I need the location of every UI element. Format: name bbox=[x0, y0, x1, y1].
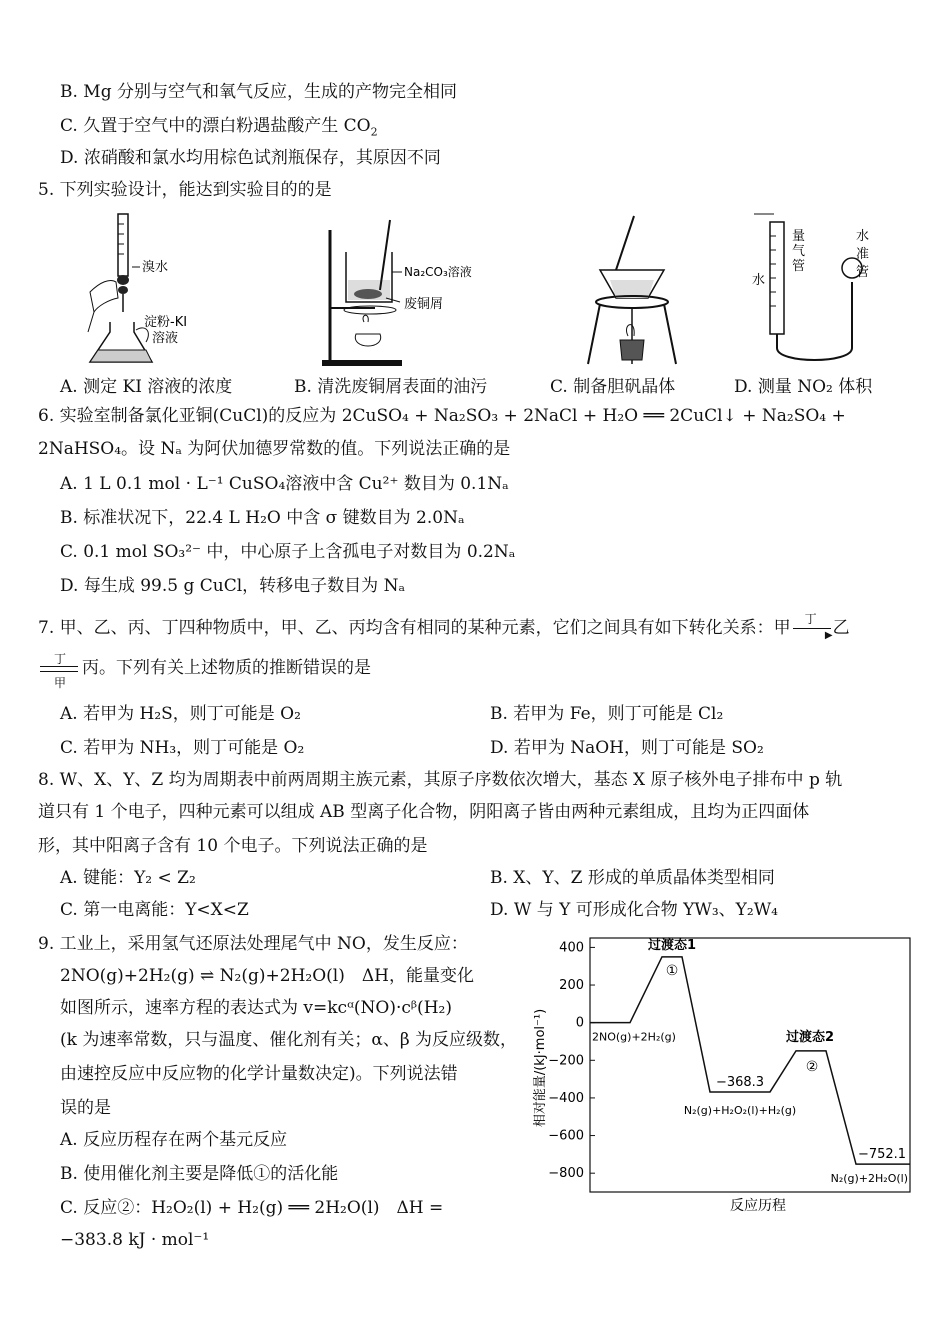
label-products: N₂(g)+2H₂O(l) bbox=[830, 1172, 908, 1186]
figure-c-evaporation bbox=[582, 214, 682, 370]
q8-option-b: B. X、Y、Z 形成的单质晶体类型相同 bbox=[490, 868, 775, 888]
q8-option-a: A. 键能：Y₂ < Z₂ bbox=[60, 868, 196, 888]
energy-profile-chart bbox=[520, 928, 920, 1218]
label-reactants: 2NO(g)+2H₂(g) bbox=[592, 1030, 676, 1044]
figure-a-label-solution: 溶液 bbox=[152, 331, 179, 346]
q6-option-b: B. 标准状况下，22.4 L H₂O 中含 σ 键数目为 2.0Nₐ bbox=[60, 508, 465, 528]
q5-option-d: D. 测量 NO₂ 体积 bbox=[734, 377, 873, 397]
q8-stem-line3: 形，其中阳离子含有 10 个电子。下列说法正确的是 bbox=[38, 836, 428, 856]
figure-b-label-copper: 废铜屑 bbox=[404, 297, 444, 312]
q7-arrow1: 丁 ▶ bbox=[791, 619, 833, 639]
q9-option-a: A. 反应历程存在两个基元反应 bbox=[60, 1130, 288, 1150]
label-ts1: 过渡态1 bbox=[647, 937, 697, 953]
q7-stem-line2: 丁 甲 丙。下列有关上述物质的推断错误的是 bbox=[38, 656, 371, 681]
figure-d-burette bbox=[752, 212, 882, 370]
y-tick-label-5: −600 bbox=[548, 1128, 584, 1144]
figure-d-label-5: 水 bbox=[856, 229, 870, 244]
q4-option-b: B. Mg 分别与空气和氧气反应，生成的产物完全相同 bbox=[60, 82, 457, 102]
figure-a-label-starch: 淀粉-KI bbox=[144, 315, 188, 330]
q8-option-c: C. 第一电离能：Y<X<Z bbox=[60, 900, 249, 920]
q6-option-c: C. 0.1 mol SO₃²⁻ 中，中心原子上含孤电子对数目为 0.2Nₐ bbox=[60, 542, 516, 562]
q4-option-c: C. 久置于空气中的漂白粉遇盐酸产生 $CO_2$ bbox=[60, 116, 378, 139]
q9-stem-line1: 9. 工业上，采用氢气还原法处理尾气中 NO，发生反应： bbox=[38, 934, 468, 954]
q7-option-c: C. 若甲为 NH₃，则丁可能是 O₂ bbox=[60, 738, 305, 758]
q9-stem-line5: 由速控反应中反应物的化学计量数决定)。下列说法错 bbox=[60, 1064, 458, 1084]
figure-a-label-bromine: 溴水 bbox=[142, 260, 169, 275]
label-intermediate: N₂(g)+H₂O₂(l)+H₂(g) bbox=[683, 1103, 797, 1117]
label-ts2: 过渡态2 bbox=[785, 1029, 835, 1045]
label-value-368: −368.3 bbox=[715, 1074, 765, 1090]
figure-a-titration bbox=[80, 212, 220, 370]
y-tick-label-4: −400 bbox=[548, 1090, 584, 1106]
q5-option-a: A. 测定 KI 溶液的浓度 bbox=[60, 377, 233, 397]
q9-option-b: B. 使用催化剂主要是降低①的活化能 bbox=[60, 1164, 339, 1184]
q7-arrow2: 丁 甲 bbox=[38, 657, 82, 681]
figure-d-label-2: 气 bbox=[792, 244, 806, 259]
q8-stem-line1: 8. W、X、Y、Z 均为周期表中前两周期主族元素，其原子序数依次增大，基态 X 原子核外电子排布中 p 轨 bbox=[38, 770, 843, 790]
figure-d-label-1: 量 bbox=[792, 229, 806, 244]
chart-xlabel: 反应历程 bbox=[730, 1198, 786, 1214]
q7-option-d: D. 若甲为 NaOH，则丁可能是 SO₂ bbox=[490, 738, 764, 758]
y-tick-label-0: 400 bbox=[559, 940, 584, 956]
q5-option-c: C. 制备胆矾晶体 bbox=[550, 377, 676, 397]
q4-option-d: D. 浓硝酸和氯水均用棕色试剂瓶保存，其原因不同 bbox=[60, 148, 441, 168]
q6-stem-line1: 6. 实验室制备氯化亚铜(CuCl)的反应为 2CuSO₄ + Na₂SO₃ + 2NaCl + H₂O ══ 2CuCl↓ + Na₂SO₄ + bbox=[38, 406, 846, 426]
y-tick-label-1: 200 bbox=[559, 978, 584, 994]
energy-profile-line bbox=[590, 957, 910, 1164]
label-step2: ② bbox=[805, 1058, 819, 1075]
q9-stem-line4: (k 为速率常数，只与温度、催化剂有关；α、β 为反应级数， bbox=[60, 1030, 518, 1050]
q6-option-d: D. 每生成 99.5 g CuCl，转移电子数目为 Nₐ bbox=[60, 576, 406, 596]
y-tick-label-3: −200 bbox=[548, 1053, 584, 1069]
q9-stem-line2: 2NO(g)+2H₂(g) ⇌ N₂(g)+2H₂O(l) ΔH，能量变化 bbox=[60, 966, 474, 986]
q9-option-c: C. 反应②：H₂O₂(l) + H₂(g) ══ 2H₂O(l) ΔH = bbox=[60, 1198, 444, 1218]
q5-option-b: B. 清洗废铜屑表面的油污 bbox=[294, 377, 488, 397]
q7-stem-line1: 7. 甲、乙、丙、丁四种物质中，甲、乙、丙均含有相同的某种元素，它们之间具有如下转化关系：甲 丁 ▶ 乙 bbox=[38, 611, 850, 641]
figure-d-label-water: 水 bbox=[752, 273, 766, 288]
q6-stem-line2: 2NaHSO₄。设 Nₐ 为阿伏加德罗常数的值。下列说法正确的是 bbox=[38, 439, 511, 459]
q7-option-b: B. 若甲为 Fe，则丁可能是 Cl₂ bbox=[490, 704, 724, 724]
chart-ylabel: 相对能量/(kJ·mol⁻¹) bbox=[533, 1008, 548, 1128]
q9-stem-line3: 如图所示，速率方程的表达式为 v=kcᵅ(NO)·cᵝ(H₂) bbox=[60, 998, 452, 1018]
y-tick-label-2: 0 bbox=[575, 1015, 584, 1031]
y-tick-label-6: −800 bbox=[548, 1166, 584, 1182]
q9-option-c-cont: −383.8 kJ · mol⁻¹ bbox=[60, 1230, 210, 1250]
label-value-752: −752.1 bbox=[857, 1147, 907, 1163]
figure-b-heating bbox=[320, 210, 490, 370]
q8-option-d: D. W 与 Y 可形成化合物 YW₃、Y₂W₄ bbox=[490, 900, 778, 920]
q6-option-a: A. 1 L 0.1 mol · L⁻¹ CuSO₄溶液中含 Cu²⁺ 数目为 0.1Nₐ bbox=[60, 474, 509, 494]
q5-stem: 5. 下列实验设计，能达到实验目的的是 bbox=[38, 180, 332, 200]
figure-b-label-na2co3: Na₂CO₃溶液 bbox=[404, 265, 472, 279]
q8-stem-line2: 道只有 1 个电子，四种元素可以组成 AB 型离子化合物，阴阳离子皆由两种元素组成，且均为正四面体 bbox=[38, 802, 810, 822]
figure-d-label-3: 管 bbox=[792, 259, 806, 274]
figure-d-label-7: 管 bbox=[856, 265, 870, 280]
label-step1: ① bbox=[665, 962, 679, 979]
q7-option-a: A. 若甲为 H₂S，则丁可能是 O₂ bbox=[60, 704, 301, 724]
q9-stem-line6: 误的是 bbox=[60, 1098, 111, 1118]
figure-d-label-6: 准 bbox=[856, 247, 870, 262]
